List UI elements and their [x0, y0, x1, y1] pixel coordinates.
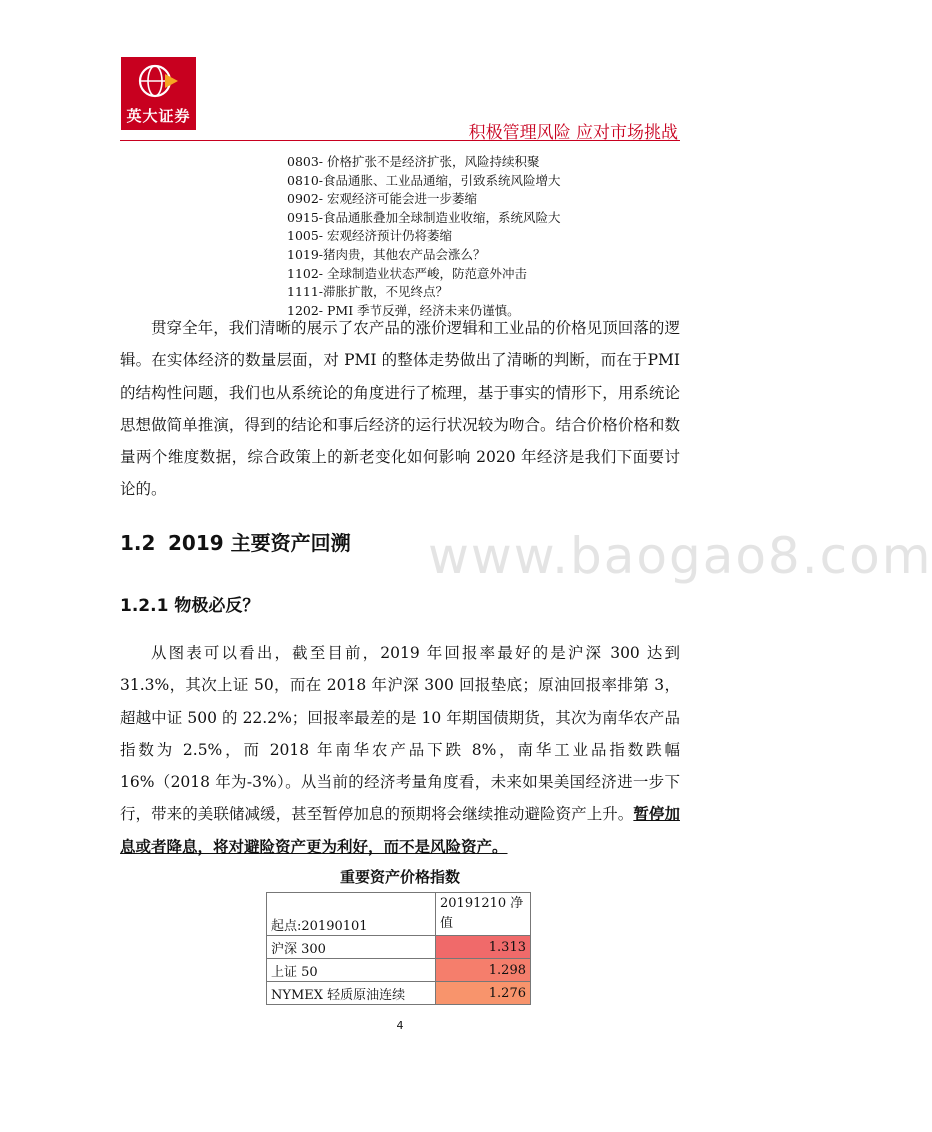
timeline-item: 0902- 宏观经济可能会进一步萎缩	[287, 191, 478, 207]
section-heading	[120, 527, 351, 556]
header-start-date: 起点:20190101	[267, 893, 436, 936]
timeline-item: 1111-滞胀扩散，不见终点？	[287, 284, 449, 300]
timeline-item: 1202- PMI 季节反弹，经济未来仍谨慎。	[287, 302, 520, 318]
section-number: 1.2	[120, 531, 156, 555]
table-header-row	[267, 893, 531, 936]
page-number: 4	[396, 1019, 404, 1032]
timeline-item: 0915-食品通胀叠加全球制造业收缩，系统风险大	[287, 209, 561, 225]
timeline-item: 0810-食品通胀、工业品通缩，引致系统风险增大	[287, 172, 561, 188]
section-title: 2019 主要资产回溯	[168, 531, 351, 555]
table-row	[267, 959, 531, 982]
logo-text: 英大证券	[126, 107, 191, 125]
summary-paragraph: 贯穿全年，我们清晰的展示了农产品的涨价逻辑和工业品的价格见顶回落的逻辑。在实体经济的数量层面，对 PMI 的整体走势做出了清晰的判断，而在于PMI 的结构性问题，我们也从系统论的角度进行了梳理，基于事实的情形下，用系统论思想做简单推演，得到的结论和事后经济的运行状况较为吻合。结合价格价格和数量两个维度数据，综合政策上的新老变化如何影响 2020 年经济是我们下面要讨论的。	[120, 319, 680, 499]
asset-name: 上证 50	[267, 959, 436, 982]
asset-price-index-table	[266, 892, 531, 1005]
timeline-item: 0803- 价格扩张不是经济扩张，风险持续积聚	[287, 154, 540, 169]
asset-review-text: 从图表可以看出，截至目前，2019 年回报率最好的是沪深 300 达到 31.3%，其次上证 50，而在 2018 年沪深 300 回报垫底；原油回报率排第 3，超越中证 500 的 22.2%；回报率最差的是 10 年期国债期货，其次为南华农产品指数为 2.5%，而 2018 年南华农产品下跌 8%，南华工业品指数跌幅 16%（2018 年为-3%）。从当前的经济考量角度看，未来如果美国经济进一步下行，带来的美联储减缓，甚至暂停加息的预期将会继续推动避险资产上升。	[120, 644, 680, 824]
table-row	[267, 936, 531, 959]
report-timeline-list	[287, 153, 561, 320]
asset-value: 1.276	[436, 982, 531, 1005]
table-title: 重要资产价格指数	[339, 868, 460, 886]
asset-review-emphasis: 暂停加息或者降息，将对避险资产更为利好，而不是风险资产。	[120, 805, 680, 856]
header-nav-date: 20191210 净值	[436, 893, 531, 936]
timeline-item: 1005- 宏观经济预计仍将萎缩	[287, 228, 453, 244]
asset-name: NYMEX 轻质原油连续	[267, 982, 436, 1005]
broker-logo	[121, 57, 196, 130]
timeline-item: 1102- 全球制造业状态严峻，防范意外冲击	[287, 265, 528, 281]
asset-value: 1.298	[436, 959, 531, 982]
asset-name: 沪深 300	[267, 936, 436, 959]
header-slogan: 积极管理风险 应对市场挑战	[468, 123, 678, 143]
table-row	[267, 982, 531, 1005]
subsection-heading: 1.2.1 物极必反？	[120, 596, 260, 616]
asset-value: 1.313	[436, 936, 531, 959]
asset-review-paragraph	[120, 637, 680, 863]
globe-arrow-icon	[121, 57, 196, 107]
timeline-item: 1019-猪肉贵，其他农产品会涨么？	[287, 246, 486, 262]
site-watermark: www.baogao8.com	[428, 527, 932, 585]
header-divider	[120, 140, 680, 141]
